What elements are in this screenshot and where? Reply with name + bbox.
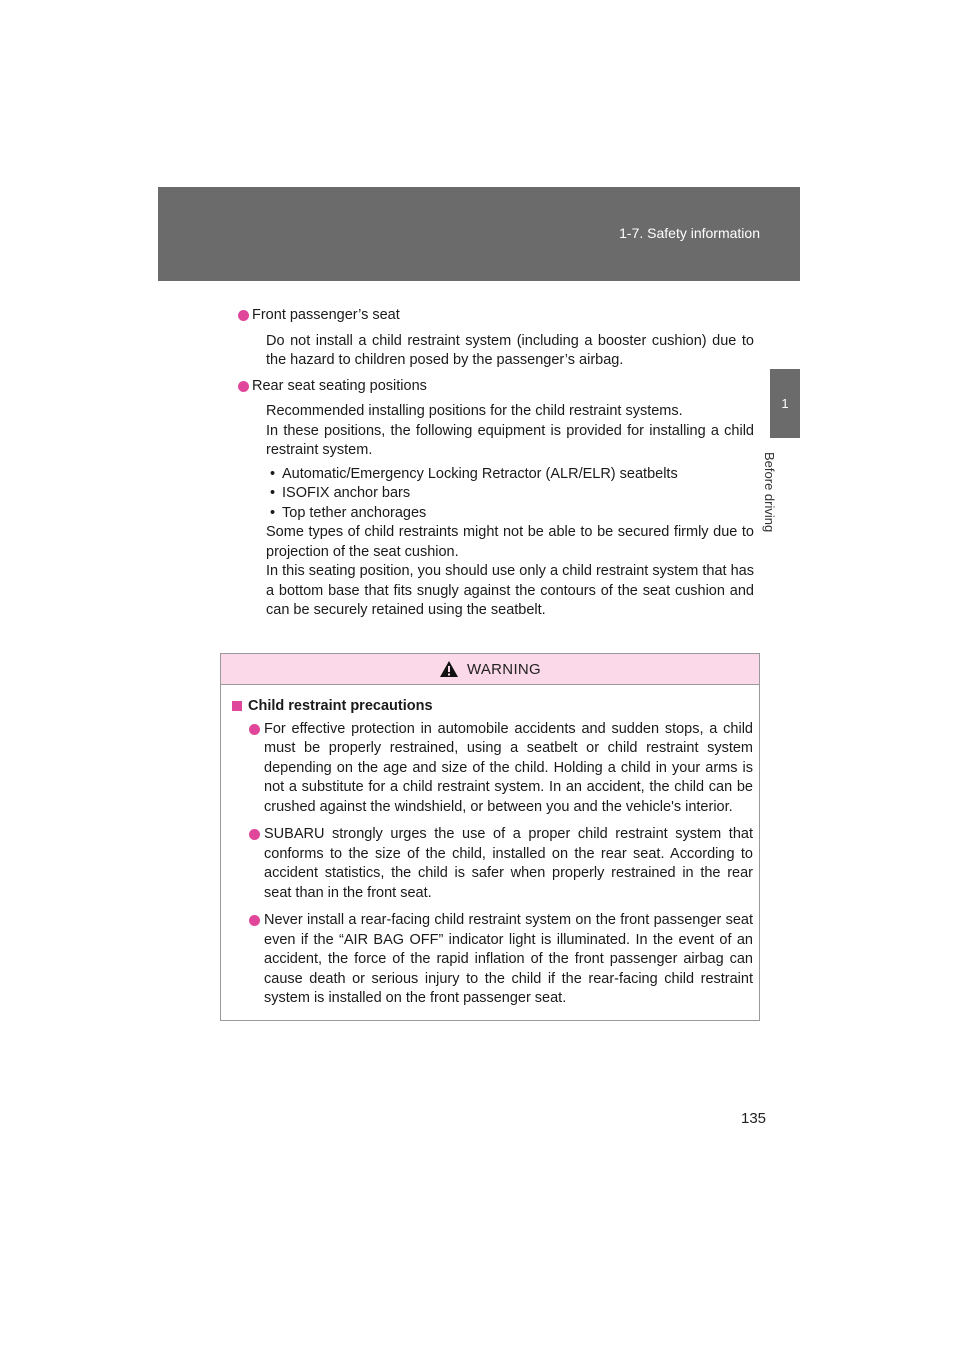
warning-item-text: SUBARU strongly urges the use of a proper child restraint system that conforms to the size of the child, installed on the rear seat. According to accident statistics, the child is safer when properly restrained in the rear seat than in the front seat. bbox=[264, 826, 753, 901]
item-heading: Rear seat seating positions bbox=[252, 377, 427, 394]
bullet-dot-icon bbox=[238, 381, 249, 392]
equipment-item: • Top tether anchorages bbox=[266, 504, 754, 524]
equipment-item: • Automatic/Emergency Locking Retractor (ALR/ELR) seatbelts bbox=[266, 465, 754, 485]
list-item bbox=[238, 377, 754, 621]
item-paragraph: In this seating position, you should use only a child restraint system that has a bottom base that fits snugly against the contours of the seat cushion and can be securely retained using the seatbelt. bbox=[266, 563, 754, 618]
header-band bbox=[158, 187, 800, 281]
warning-item-text: For effective protection in automobile accidents and sudden stops, a child must be properly restrained, using a seatbelt or child restraint system depending on the age and size of the child. Holding a child in your arms is not a substitute for a child restraint system. In an accident, the child can be crushed against the windshield, or between you and the vehicle's interior. bbox=[264, 720, 753, 815]
main-content bbox=[238, 306, 754, 624]
equipment-item: • ISOFIX anchor bars bbox=[266, 484, 754, 504]
equipment-list bbox=[266, 465, 754, 524]
warning-item bbox=[232, 720, 753, 818]
square-bullet-icon bbox=[232, 701, 242, 711]
warning-box bbox=[220, 653, 760, 1021]
warning-triangle-icon bbox=[439, 660, 459, 678]
list-item bbox=[238, 306, 754, 371]
bullet-dot-icon bbox=[249, 724, 260, 735]
item-paragraph: Some types of child restraints might not be able to be secured firmly due to projection of the seat cushion. bbox=[266, 524, 754, 560]
section-title: 1-7. Safety information bbox=[619, 225, 760, 241]
bullet-dot-icon bbox=[249, 829, 260, 840]
warning-item-text: Never install a rear-facing child restraint system on the front passenger seat even if the “AIR BAG OFF” indicator light is illuminated. In the event of an accident, the force of the rapid inflation of the front passenger airbag can cause death or serious injury to the child if the rear-facing child restraint system is installed on the front passenger seat. bbox=[264, 912, 753, 1006]
warning-item bbox=[232, 911, 753, 1009]
warning-heading-text: Child restraint precautions bbox=[248, 698, 433, 714]
warning-header bbox=[221, 654, 759, 685]
bullet-dot-icon bbox=[249, 915, 260, 926]
bullet-dot-icon bbox=[238, 310, 249, 321]
warning-title: WARNING bbox=[466, 660, 542, 678]
item-intro: In these positions, the following equipment is provided for installing a child restraint system. bbox=[266, 422, 754, 458]
warning-body bbox=[221, 685, 759, 1009]
warning-item bbox=[232, 825, 753, 903]
page-number: 135 bbox=[741, 1110, 767, 1127]
item-body: Do not install a child restraint system (including a booster cushion) due to the hazard to children posed by the passenger’s airbag. bbox=[266, 332, 754, 368]
chapter-label: Before driving bbox=[762, 452, 777, 533]
chapter-tab bbox=[770, 369, 800, 438]
item-heading: Front passenger’s seat bbox=[252, 307, 400, 323]
chapter-number: 1 bbox=[781, 396, 789, 411]
item-intro: Recommended installing positions for the child restraint systems. bbox=[266, 403, 683, 419]
warning-heading bbox=[232, 697, 753, 717]
